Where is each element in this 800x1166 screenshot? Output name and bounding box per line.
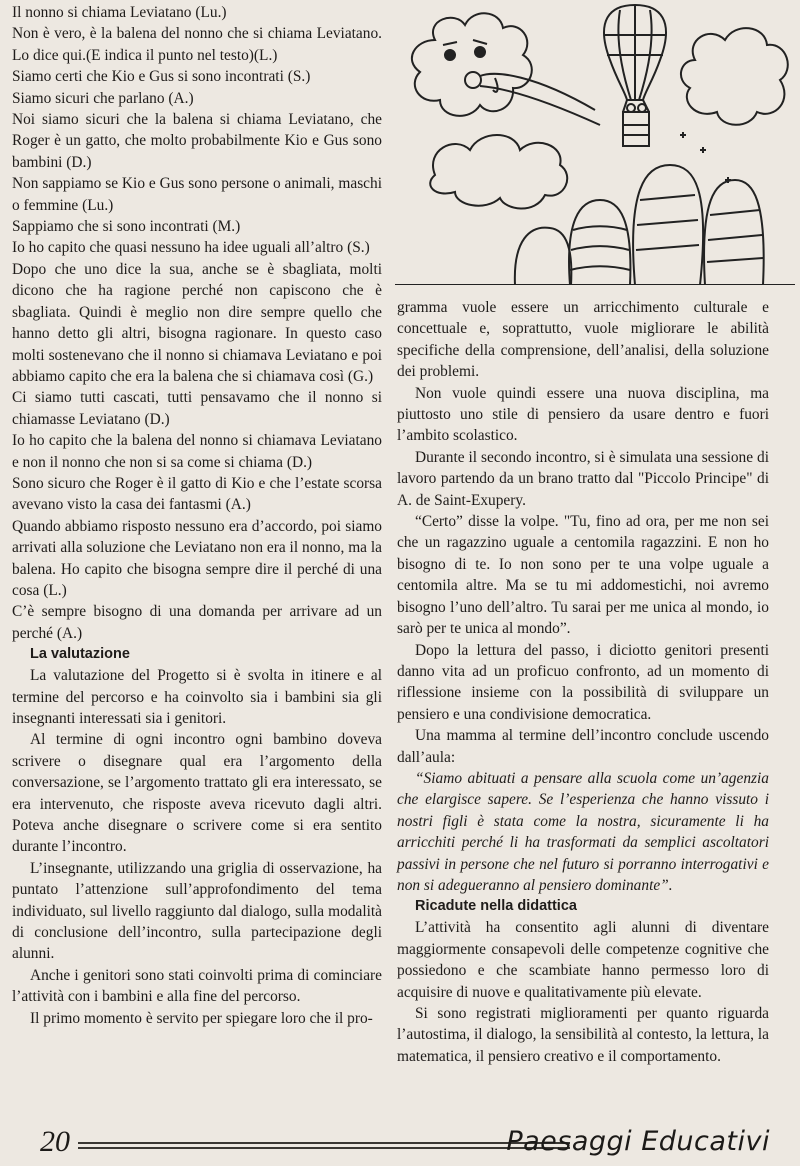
paragraph: Non vuole quindi essere una nuova disciplina, ma piuttosto uno stile di pensiero da usare dentro e fuori l’ambito scolastico. — [397, 384, 769, 445]
paragraph: Quando abbiamo risposto nessuno era d’accordo, poi siamo arrivati alla soluzione che Leviatano non era il nonno, ma la balena. Ho capito che bisogna sempre dire il perché di una cosa (L.) — [12, 517, 382, 599]
paragraph: Sappiamo che si sono incontrati (M.) — [12, 218, 241, 236]
page-number: 20 — [40, 1125, 70, 1158]
paragraph: Al termine di ogni incontro ogni bambino doveva scrivere o disegnare qual era l’argomento della conversazione, se l’argomento trattato gli era interessato, se era intervenuto, che risposte aveva ricevuto dagli altri. Poteva anche disegnare o scrivere come si era sentito durante l’incontro. — [12, 731, 382, 856]
paragraph: Il nonno si chiama Leviatano (Lu.) — [12, 4, 227, 21]
paragraph: Siamo certi che Kio e Gus si sono incontrati (S.) — [12, 68, 311, 86]
paragraph: Si sono registrati miglioramenti per quanto riguarda l’autostima, il dialogo, la sensibilità al contesto, la lettura, la matematica, il pensiero creativo e il comportamento. — [397, 1005, 769, 1065]
right-column — [397, 297, 769, 1067]
paragraph: La valutazione del Progetto si è svolta in itinere e al termine del percorso e ha coinvolto sia i bambini sia gli insegnanti interessati sia i genitori. — [12, 667, 382, 727]
paragraph: gramma vuole essere un arricchimento culturale e concettuale e, soprattutto, vuole migliorare le abilità specifiche della comprensione, dell’analisi, della soluzione dei problemi. — [397, 299, 769, 381]
paragraph: L’insegnante, utilizzando una griglia di osservazione, ha puntato l’attenzione sull’approfondimento del tema individuato, sul livello raggiunto dal dialogo, sulla modalità di conclusione dell’incontro, sulla partecipazione degli alunni. — [12, 859, 382, 963]
paragraph: Io ho capito che la balena del nonno si chiamava Leviatano e non il nonno che non si sa come si chiama (D.) — [12, 432, 382, 471]
paragraph: Il primo momento è servito per spiegare loro che il pro- — [30, 1009, 373, 1027]
paragraph: C’è sempre bisogno di una domanda per arrivare ad un perché (A.) — [12, 603, 382, 642]
paragraph: Dopo che uno dice la sua, anche se è sbagliata, molti dicono che ha ragione perché non capiscono che è sbagliata. Quindi è meglio non dire sempre quello che hanno detto gli altri, bisogna ragionare. In questo caso molti sostenevano che il nonno si chiamava Leviatano e poi abbiamo capito che era la balena che si chiamava così (G.) — [12, 260, 382, 385]
paragraph: Anche i genitori sono stati coinvolti prima di cominciare l’attività con i bambini e alla fine del percorso. — [12, 966, 382, 1006]
cloud-icon — [681, 28, 788, 125]
paragraph: Io ho capito che quasi nessuno ha idee uguali all’altro (S.) — [12, 239, 370, 257]
paragraph: Sono sicuro che Roger è il gatto di Kio e che l’estate scorsa avevano visto la casa dei fantasmi (A.) — [12, 474, 382, 514]
paragraph: Una mamma al termine dell’incontro conclude uscendo dall’aula: — [397, 727, 769, 766]
paragraph: L’attività ha consentito agli alunni di diventare maggiormente consapevoli delle competenze cognitive che possiedono e che scambiate hanno permesso loro di acquisire di nuove e qualitativamente più elevate. — [397, 919, 769, 1001]
paragraph: “Certo” disse la volpe. "Tu, fino ad ora, per me non sei che un ragazzino uguale a centomila ragazzini. E non ho bisogno di te. Io non sono per te una volpe uguale a centomila altre. Ma se tu mi addomestichi, noi avremo bisogno l’uno dell’altro. Tu sarai per me unica al mondo, io sarò per te unica al mondo”. — [397, 513, 769, 638]
paragraph: Non sappiamo se Kio e Gus sono persone o animali, maschi o femmine (Lu.) — [12, 175, 382, 214]
hill-icon — [704, 180, 764, 285]
paragraph: Noi siamo sicuri che la balena si chiama Leviatano, che Roger è un gatto, che molto probabilmente Kio e Gus sono bambini (D.) — [12, 111, 382, 171]
section-heading-valutazione: La valutazione — [30, 646, 130, 663]
cloud-balloon-illustration — [395, 0, 795, 285]
paragraph: Dopo la lettura del passo, i diciotto genitori presenti danno vita ad un proficuo confronto, ad un momento di riflessione insieme con la possibilità di sviluppare un pensiero e una condivisione democratica. — [397, 641, 769, 723]
quote: “Siamo abituati a pensare alla scuola come un’agenzia che elargisce sapere. Se l’esperienza che hanno vissuto i nostri figli è stata come la nostra, sicuramente li ha arricchiti perché li ha trasformati da semplici ascoltatori passivi in persone che nel futuro si porranno interrogativi e non si adegueranno al pensiero dominante”. — [397, 769, 769, 894]
paragraph: Siamo sicuri che parlano (A.) — [12, 89, 194, 107]
left-column — [12, 2, 382, 1029]
section-heading-ricadute: Ricadute nella didattica — [415, 898, 577, 915]
cloud-icon — [430, 135, 567, 209]
paragraph: Durante il secondo incontro, si è simulata una sessione di lavoro partendo da un brano tratto dal "Piccolo Principe" di A. de Saint-Exupery. — [397, 448, 769, 509]
hill-icon — [569, 200, 630, 285]
paragraph: Ci siamo tutti cascati, tutti pensavamo che il nonno si chiamasse Leviatano (D.) — [12, 389, 382, 428]
magazine-title: Paesaggi Educativi — [506, 1126, 770, 1157]
paragraph: Non è vero, è la balena del nonno che si chiama Leviatano. Lo dice qui.(E indica il punto nel testo)(L.) — [12, 25, 382, 64]
cloud-face-icon — [412, 13, 532, 116]
